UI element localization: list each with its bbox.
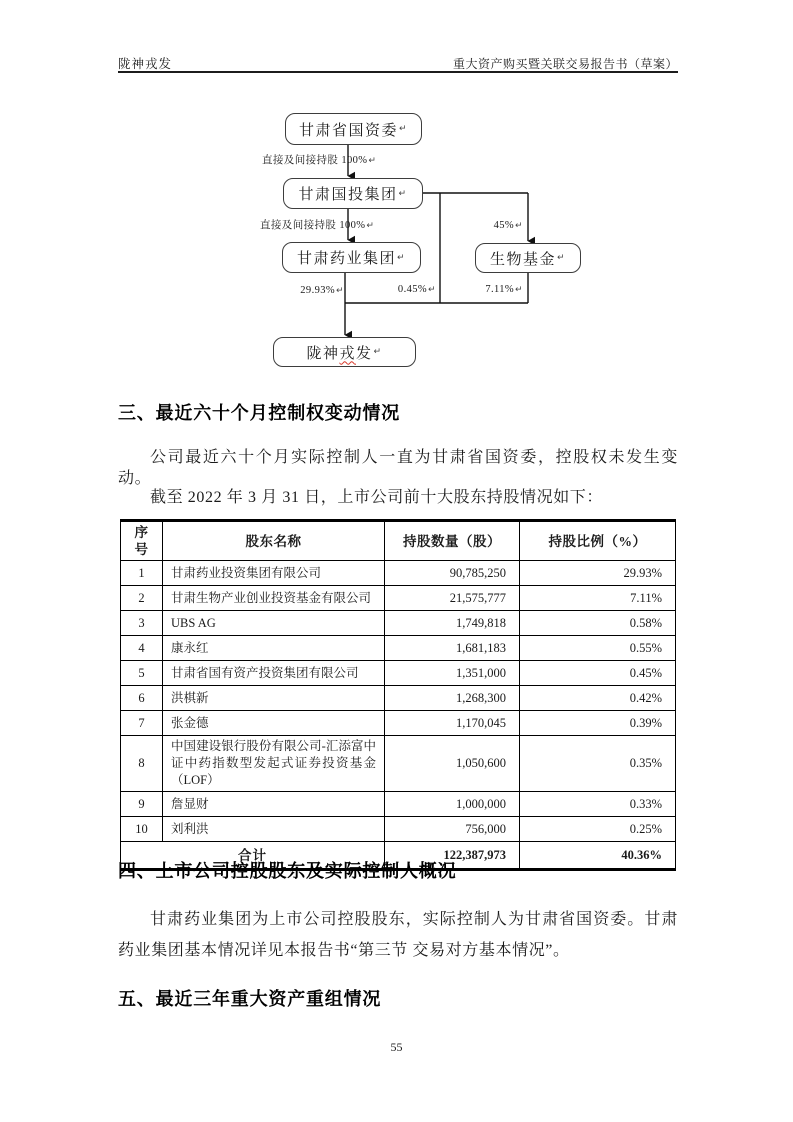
table-cell: UBS AG [163, 611, 385, 636]
table-cell: 1 [121, 561, 163, 586]
header-company-short-name: 陇神戎发 [118, 57, 173, 71]
table-cell: 29.93% [520, 561, 676, 586]
column-header-shareholding-ratio: 持股比例（%） [520, 521, 676, 561]
table-row [121, 636, 676, 661]
table-cell: 9 [121, 792, 163, 817]
return-mark: ↵ [366, 221, 375, 231]
section-4-paragraph-1: 甘肃药业集团为上市公司控股股东，实际控制人为甘肃省国资委。甘肃药业集团基本情况详见本报告书“第三节 交易对方基本情况”。 [118, 911, 678, 959]
table-cell: 0.42% [520, 686, 676, 711]
table-cell: 1,681,183 [385, 636, 520, 661]
table-cell: 21,575,777 [385, 586, 520, 611]
return-mark: ↵ [556, 253, 567, 263]
edge-label-text: 29.93% [300, 285, 336, 296]
column-header-shares-held: 持股数量（股） [385, 521, 520, 561]
table-row [121, 661, 676, 686]
table-cell: 詹显财 [163, 792, 385, 817]
edge-label-text: 0.45% [397, 284, 428, 295]
edge-label-7-11-percent [463, 284, 523, 295]
edge-label-0-45-percent [376, 284, 436, 295]
node-label: 发 [355, 345, 373, 362]
node-label: 甘肃省国资委 [298, 122, 398, 139]
return-mark: ↵ [515, 285, 523, 295]
total-ratio-cell: 40.36% [520, 842, 676, 870]
edge-label-direct-indirect-100-2 [260, 217, 374, 232]
table-cell: 0.33% [520, 792, 676, 817]
table-cell: 0.58% [520, 611, 676, 636]
table-row [121, 561, 676, 586]
node-label: 甘肃国投集团 [298, 187, 398, 203]
table-row [121, 586, 676, 611]
header-rule [118, 71, 678, 73]
table-row [121, 792, 676, 817]
edge-label-29-93-percent [296, 285, 344, 296]
table-cell: 0.25% [520, 817, 676, 842]
table-cell: 甘肃生物产业创业投资基金有限公司 [163, 586, 385, 611]
section-4-heading: 四、上市公司控股股东及实际控制人概况 [118, 861, 457, 881]
header-report-title: 重大资产购买暨关联交易报告书（草案） [452, 57, 678, 71]
table-cell: 1,351,000 [385, 661, 520, 686]
diagram-node-longshen-rongfa [273, 337, 416, 367]
node-label: 陇神 [306, 345, 340, 362]
table-cell: 4 [121, 636, 163, 661]
table-cell: 张金德 [163, 711, 385, 736]
table-cell: 2 [121, 586, 163, 611]
section-3-paragraph-1: 公司最近六十个月实际控制人一直为甘肃省国资委，控股权未发生变动。 [118, 449, 678, 487]
section-3-paragraph-2: 截至 2022 年 3 月 31 日，上市公司前十大股东持股情况如下： [150, 489, 604, 506]
table-cell: 10 [121, 817, 163, 842]
table-row [121, 817, 676, 842]
table-cell: 3 [121, 611, 163, 636]
return-mark: ↵ [515, 221, 523, 231]
table-cell: 刘利洪 [163, 817, 385, 842]
table-cell: 0.39% [520, 711, 676, 736]
total-label-cell: 合计 [121, 842, 385, 870]
node-label: 甘肃药业集团 [296, 251, 396, 267]
table-cell: 7 [121, 711, 163, 736]
table-cell: 1,170,045 [385, 711, 520, 736]
node-label: 生物基金 [489, 251, 556, 268]
table-cell: 0.45% [520, 661, 676, 686]
return-mark: ↵ [373, 347, 383, 357]
return-mark: ↵ [336, 286, 344, 296]
edge-label-direct-indirect-100-1 [262, 152, 376, 167]
column-header-index: 序号 [121, 521, 163, 561]
return-mark: ↵ [396, 252, 407, 263]
ownership-structure-diagram [118, 100, 676, 385]
table-row [121, 736, 676, 792]
table-cell: 康永红 [163, 636, 385, 661]
table-row [121, 686, 676, 711]
return-mark: ↵ [428, 285, 436, 295]
edge-label-text: 直接及间接持股 100% [262, 155, 368, 166]
table-cell: 1,050,600 [385, 736, 520, 792]
column-header-shareholder-name: 股东名称 [163, 521, 385, 561]
diagram-node-gansu-guotou-group [283, 178, 423, 209]
spellcheck-wavy-text: 戎 [339, 345, 356, 362]
table-cell: 甘肃药业投资集团有限公司 [163, 561, 385, 586]
table-cell: 6 [121, 686, 163, 711]
table-cell: 7.11% [520, 586, 676, 611]
section-5-heading: 五、最近三年重大资产重组情况 [118, 989, 382, 1009]
table-cell: 0.55% [520, 636, 676, 661]
table-cell: 5 [121, 661, 163, 686]
table-cell: 中国建设银行股份有限公司-汇添富中证中药指数型发起式证券投资基金（LOF） [163, 736, 385, 792]
diagram-node-gansu-sasac [285, 113, 422, 145]
table-cell: 90,785,250 [385, 561, 520, 586]
return-mark: ↵ [398, 124, 409, 134]
top-ten-shareholders-table [120, 519, 676, 871]
return-mark: ↵ [368, 156, 377, 166]
edge-label-text: 45% [493, 220, 515, 231]
table-row [121, 611, 676, 636]
edge-label-text: 直接及间接持股 100% [260, 220, 366, 231]
diagram-node-gansu-pharma-group [282, 242, 421, 273]
edge-label-45-percent [463, 220, 523, 231]
table-cell: 756,000 [385, 817, 520, 842]
total-shares-cell: 122,387,973 [385, 842, 520, 870]
return-mark: ↵ [398, 188, 408, 199]
table-cell: 甘肃省国有资产投资集团有限公司 [163, 661, 385, 686]
table-cell: 1,268,300 [385, 686, 520, 711]
edge-label-text: 7.11% [485, 284, 515, 295]
page-number: 55 [390, 1040, 403, 1054]
table-header-row [121, 521, 676, 561]
table-cell: 1,749,818 [385, 611, 520, 636]
table-cell: 洪棋新 [163, 686, 385, 711]
table-cell: 1,000,000 [385, 792, 520, 817]
table-cell: 8 [121, 736, 163, 792]
table-row [121, 711, 676, 736]
table-cell: 0.35% [520, 736, 676, 792]
diagram-node-bio-fund [475, 243, 581, 273]
section-3-heading: 三、最近六十个月控制权变动情况 [118, 403, 400, 423]
